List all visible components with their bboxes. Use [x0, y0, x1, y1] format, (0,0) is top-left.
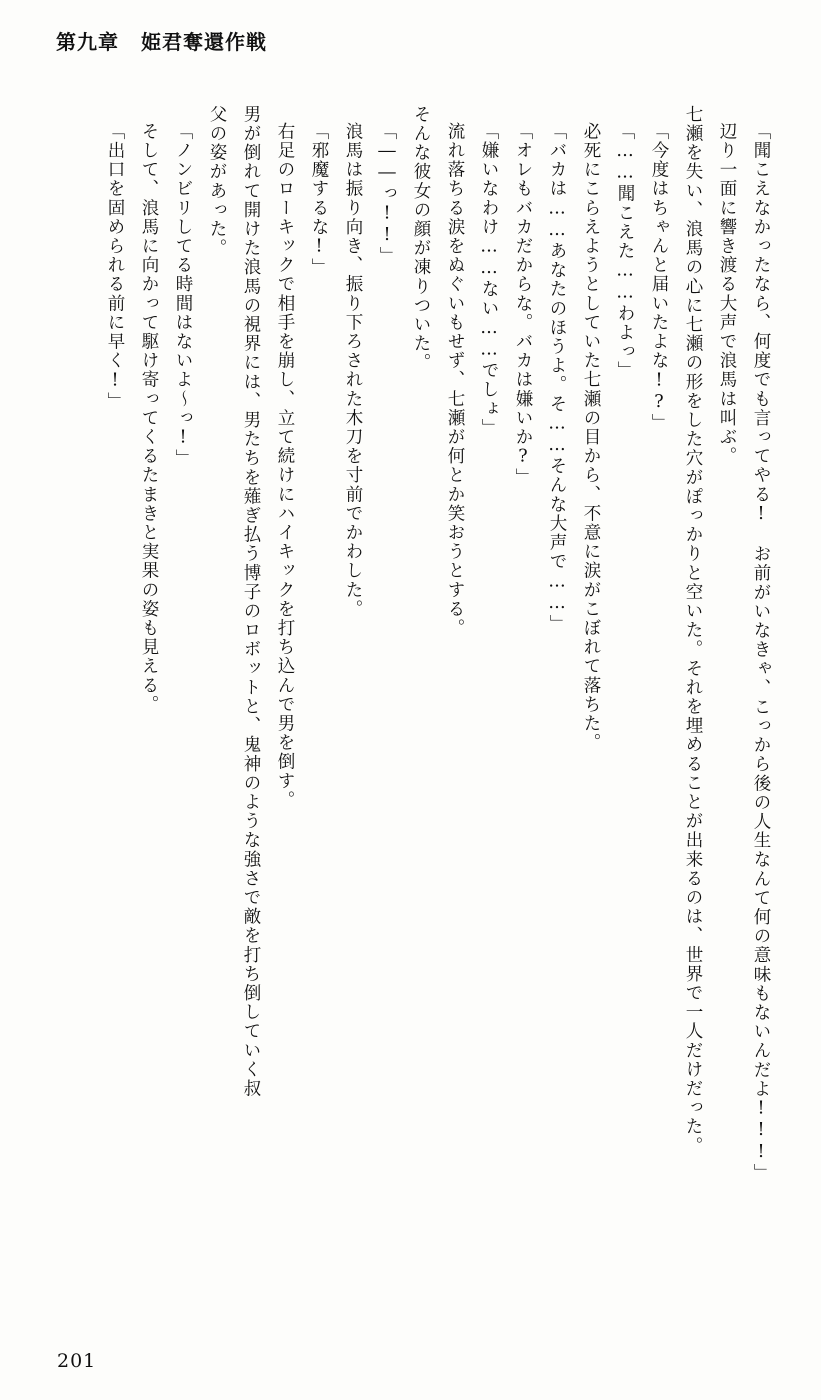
text-line: そんな彼女の顔が凍りついた。 — [411, 105, 431, 373]
text-line: 右足のローキックで相手を崩し、立て続けにハイキックを打ち込んで男を倒す。 — [275, 122, 295, 810]
text-line: 「バカは……あなたのほうよ。そ……そんな大声で……」 — [547, 122, 567, 634]
text-line: 七瀬を失い、浪馬の心に七瀬の形をした穴がぽっかりと空いた。それを埋めることが出来るのは、世界で一人だけだった。 — [683, 105, 703, 1156]
page-number: 201 — [57, 1350, 97, 1372]
text-line: 「――っ!!」 — [377, 122, 397, 266]
text-line: 「出口を固められる前に早く!」 — [105, 122, 125, 411]
text-line: 浪馬は振り向き、振り下ろされた木刀を寸前でかわした。 — [343, 122, 363, 619]
text-line: 「オレもバカだからな。バカは嫌いか?」 — [513, 122, 533, 488]
text-line: 男が倒れて開けた浪馬の視界には、男たちを薙ぎ払う博子のロボットと、鬼神のような強さで敵を打ち倒していく叔 — [241, 105, 261, 1099]
text-line: 「邪魔するな!」 — [309, 122, 329, 278]
text-line: そして、浪馬に向かって駆け寄ってくるたまきと実果の姿も見える。 — [139, 122, 159, 715]
chapter-title: 姫君奪還作戦 — [141, 30, 267, 54]
chapter-header — [56, 26, 267, 55]
text-line: 「……聞こえた……わよっ」 — [615, 122, 635, 381]
text-line: 「嫌いなわけ……ない……でしょ」 — [479, 122, 499, 438]
vertical-body-text — [43, 105, 769, 1315]
text-line: 「ノンビリしてる時間はないよ～っ!」 — [173, 122, 193, 469]
chapter-number: 第九章 — [56, 30, 119, 54]
text-line: 父の姿があった。 — [207, 105, 227, 258]
text-line: 必死にこらえようとしていた七瀬の目から、不意に涙がこぼれて落ちた。 — [581, 122, 601, 753]
text-line: 「聞こえなかったなら、何度でも言ってやる! お前がいなきゃ、こっから後の人生なんて何の意味もないんだよ!!!」 — [751, 122, 771, 1183]
text-line: 辺り一面に響き渡る大声で浪馬は叫ぶ。 — [717, 122, 737, 466]
text-line: 流れ落ちる涙をぬぐいもせず、七瀬が何とか笑おうとする。 — [445, 122, 465, 638]
text-line: 「今度はちゃんと届いたよな!?」 — [649, 122, 669, 433]
